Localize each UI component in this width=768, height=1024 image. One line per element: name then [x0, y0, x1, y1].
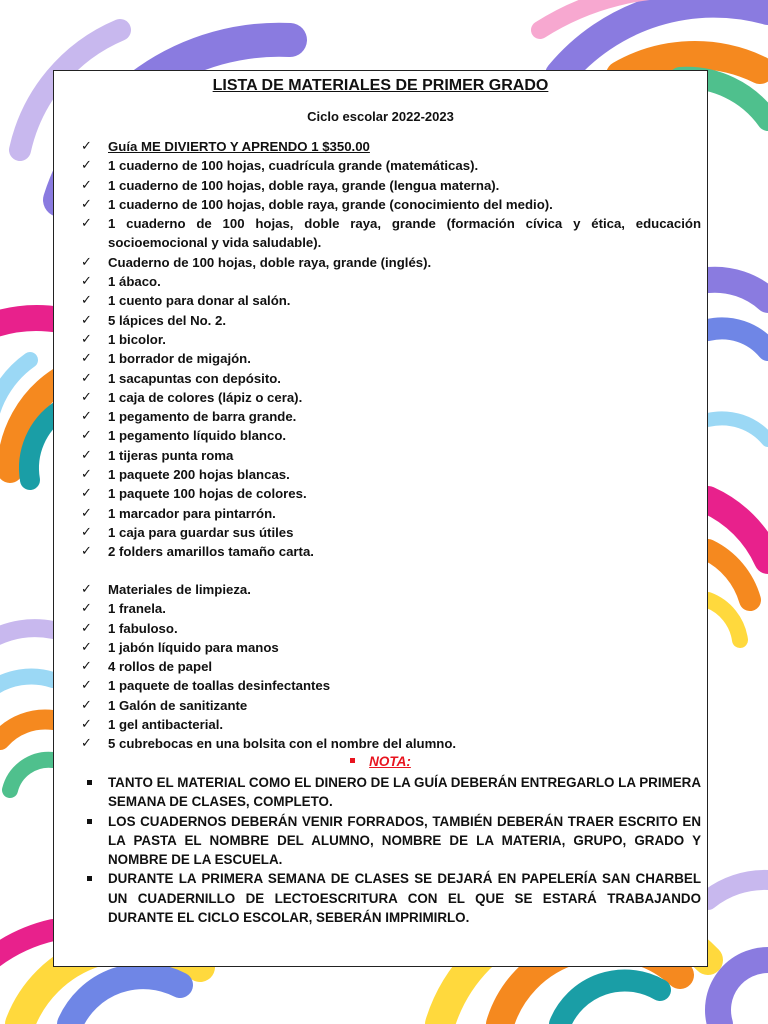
list-item: ✓ Cuaderno de 100 hojas, doble raya, grande (inglés).: [81, 253, 701, 272]
cleaning-materials-list: [81, 580, 701, 754]
rainbow-arc-left-lower-1: [0, 628, 53, 640]
checkmark-icon: ✓: [81, 678, 92, 694]
rainbow-arc-left-lower-4: [10, 760, 53, 790]
list-item: ✓ 1 marcador para pintarrón.: [81, 504, 701, 523]
checkmark-icon: ✓: [81, 447, 92, 463]
checkmark-icon: ✓: [81, 139, 92, 154]
list-item: ✓ 1 paquete de toallas desinfectantes: [81, 676, 701, 695]
materials-list: [81, 137, 701, 562]
checkmark-icon: ✓: [81, 216, 92, 232]
checkmark-icon: ✓: [81, 717, 92, 733]
checkmark-icon: ✓: [81, 331, 92, 347]
checkmark-icon: ✓: [81, 389, 92, 405]
checkmark-icon: ✓: [81, 467, 92, 483]
checkmark-icon: ✓: [81, 524, 92, 540]
checkmark-icon: ✓: [81, 428, 92, 444]
list-item: ✓ 5 cubrebocas en una bolsita con el nombre del alumno.: [81, 734, 701, 753]
list-item: ✓ 1 caja de colores (lápiz o cera).: [81, 388, 701, 407]
note-item: DURANTE LA PRIMERA SEMANA DE CLASES SE DEJARÁ EN PAPELERÍA SAN CHARBEL UN CUADERNILLO DE LECTOESCRITURA CON EL QUE SE ESTARÁ TRABAJANDO DURANTE EL CICLO ESCOLAR, SEBERÁN IMPRIMIRLO.: [81, 869, 701, 927]
nota-heading: NOTA:: [54, 754, 707, 769]
list-item: ✓ Guía ME DIVIERTO Y APRENDO 1 $350.00: [81, 137, 701, 156]
list-item: ✓ 4 rollos de papel: [81, 657, 701, 676]
square-bullet-icon: [87, 819, 92, 824]
list-item: ✓ 1 fabuloso.: [81, 619, 701, 638]
checkmark-icon: ✓: [81, 409, 92, 425]
checkmark-icon: ✓: [81, 196, 92, 212]
list-item: ✓ 1 paquete 200 hojas blancas.: [81, 465, 701, 484]
note-item: TANTO EL MATERIAL COMO EL DINERO DE LA GUÍA DEBERÁN ENTREGARLO LA PRIMERA SEMANA DE CLASES, COMPLETO.: [81, 773, 701, 812]
rainbow-arc-bottom-right-3: [560, 981, 660, 1024]
list-item: ✓ Materiales de limpieza.: [81, 580, 701, 599]
document-title: LISTA DE MATERIALES DE PRIMER GRADO: [212, 77, 549, 94]
list-item: ✓ 1 gel antibacterial.: [81, 715, 701, 734]
list-item: ✓ 1 cuaderno de 100 hojas, cuadrícula grande (matemáticas).: [81, 156, 701, 175]
note-item: LOS CUADERNOS DEBERÁN VENIR FORRADOS, TAMBIÉN DEBERÁN TRAER ESCRITO EN LA PASTA EL NOMBRE DEL ALUMNO, NOMBRE DE LA MATERIA, GRUPO, GRADO Y NOMBRE DE LA ESCUELA.: [81, 812, 701, 870]
checkmark-icon: ✓: [81, 274, 92, 290]
list-item: ✓ 2 folders amarillos tamaño carta.: [81, 542, 701, 561]
list-item: ✓ 1 cuento para donar al salón.: [81, 291, 701, 310]
checkmark-icon: ✓: [81, 177, 92, 193]
rainbow-arc-bottom-right-4: [718, 960, 768, 1024]
list-item: ✓ 1 Galón de sanitizante: [81, 696, 701, 715]
rainbow-arc-left-lower-3: [0, 719, 53, 740]
square-bullet-icon: [87, 876, 92, 881]
checkmark-icon: ✓: [81, 158, 92, 174]
list-item: ✓ 1 franela.: [81, 599, 701, 618]
checkmark-icon: ✓: [81, 620, 92, 636]
list-item: ✓ 1 paquete 100 hojas de colores.: [81, 484, 701, 503]
rainbow-arc-bottom-right-5: [708, 880, 768, 900]
list-item: ✓ 1 bicolor.: [81, 330, 701, 349]
list-item: ✓ 1 pegamento de barra grande.: [81, 407, 701, 426]
rainbow-arc-right-5: [708, 600, 740, 640]
square-bullet-icon: [350, 758, 355, 763]
checkmark-icon: ✓: [81, 370, 92, 386]
list-item: ✓ 1 cuaderno de 100 hojas, doble raya, grande (formación cívica y ética, educación socioemocional y vida saludable).: [81, 216, 701, 251]
list-item: ✓ 1 caja para guardar sus útiles: [81, 523, 701, 542]
rainbow-arc-right-4: [708, 550, 750, 600]
document-subtitle: Ciclo escolar 2022-2023: [307, 109, 454, 124]
list-item: ✓ 1 cuaderno de 100 hojas, doble raya, grande (conocimiento del medio).: [81, 195, 701, 214]
checkmark-icon: ✓: [81, 254, 92, 270]
rainbow-arc-left-1: [0, 318, 60, 330]
checkmark-icon: ✓: [81, 486, 92, 502]
checkmark-icon: ✓: [81, 697, 92, 713]
list-item: ✓ 1 cuaderno de 100 hojas, doble raya, grande (lengua materna).: [81, 176, 701, 195]
checkmark-icon: ✓: [81, 505, 92, 521]
checkmark-icon: ✓: [81, 582, 92, 597]
rainbow-arc-bottom-left-3: [0, 930, 53, 960]
rainbow-arc-left-lower-2: [0, 677, 53, 690]
notes-list: [81, 773, 701, 927]
checkmark-icon: ✓: [81, 736, 92, 752]
materials-list-sheet: [53, 70, 708, 967]
rainbow-arc-bottom-left-2: [70, 976, 180, 1024]
rainbow-arc-right-2: [708, 328, 768, 350]
checkmark-icon: ✓: [81, 659, 92, 675]
rainbow-arc-right-6: [708, 418, 768, 440]
checkmark-icon: ✓: [81, 293, 92, 309]
checkmark-icon: ✓: [81, 601, 92, 617]
checkmark-icon: ✓: [81, 312, 92, 328]
list-item: ✓ 1 ábaco.: [81, 272, 701, 291]
checkmark-icon: ✓: [81, 351, 92, 367]
list-item: ✓ 1 tijeras punta roma: [81, 446, 701, 465]
list-item: ✓ 5 lápices del No. 2.: [81, 311, 701, 330]
list-item: ✓ 1 pegamento líquido blanco.: [81, 426, 701, 445]
list-item: ✓ 1 jabón líquido para manos: [81, 638, 701, 657]
checkmark-icon: ✓: [81, 544, 92, 560]
checkmark-icon: ✓: [81, 639, 92, 655]
list-item: ✓ 1 borrador de migajón.: [81, 349, 701, 368]
square-bullet-icon: [87, 780, 92, 785]
rainbow-arc-right-1: [708, 280, 768, 300]
list-item: ✓ 1 sacapuntas con depósito.: [81, 369, 701, 388]
